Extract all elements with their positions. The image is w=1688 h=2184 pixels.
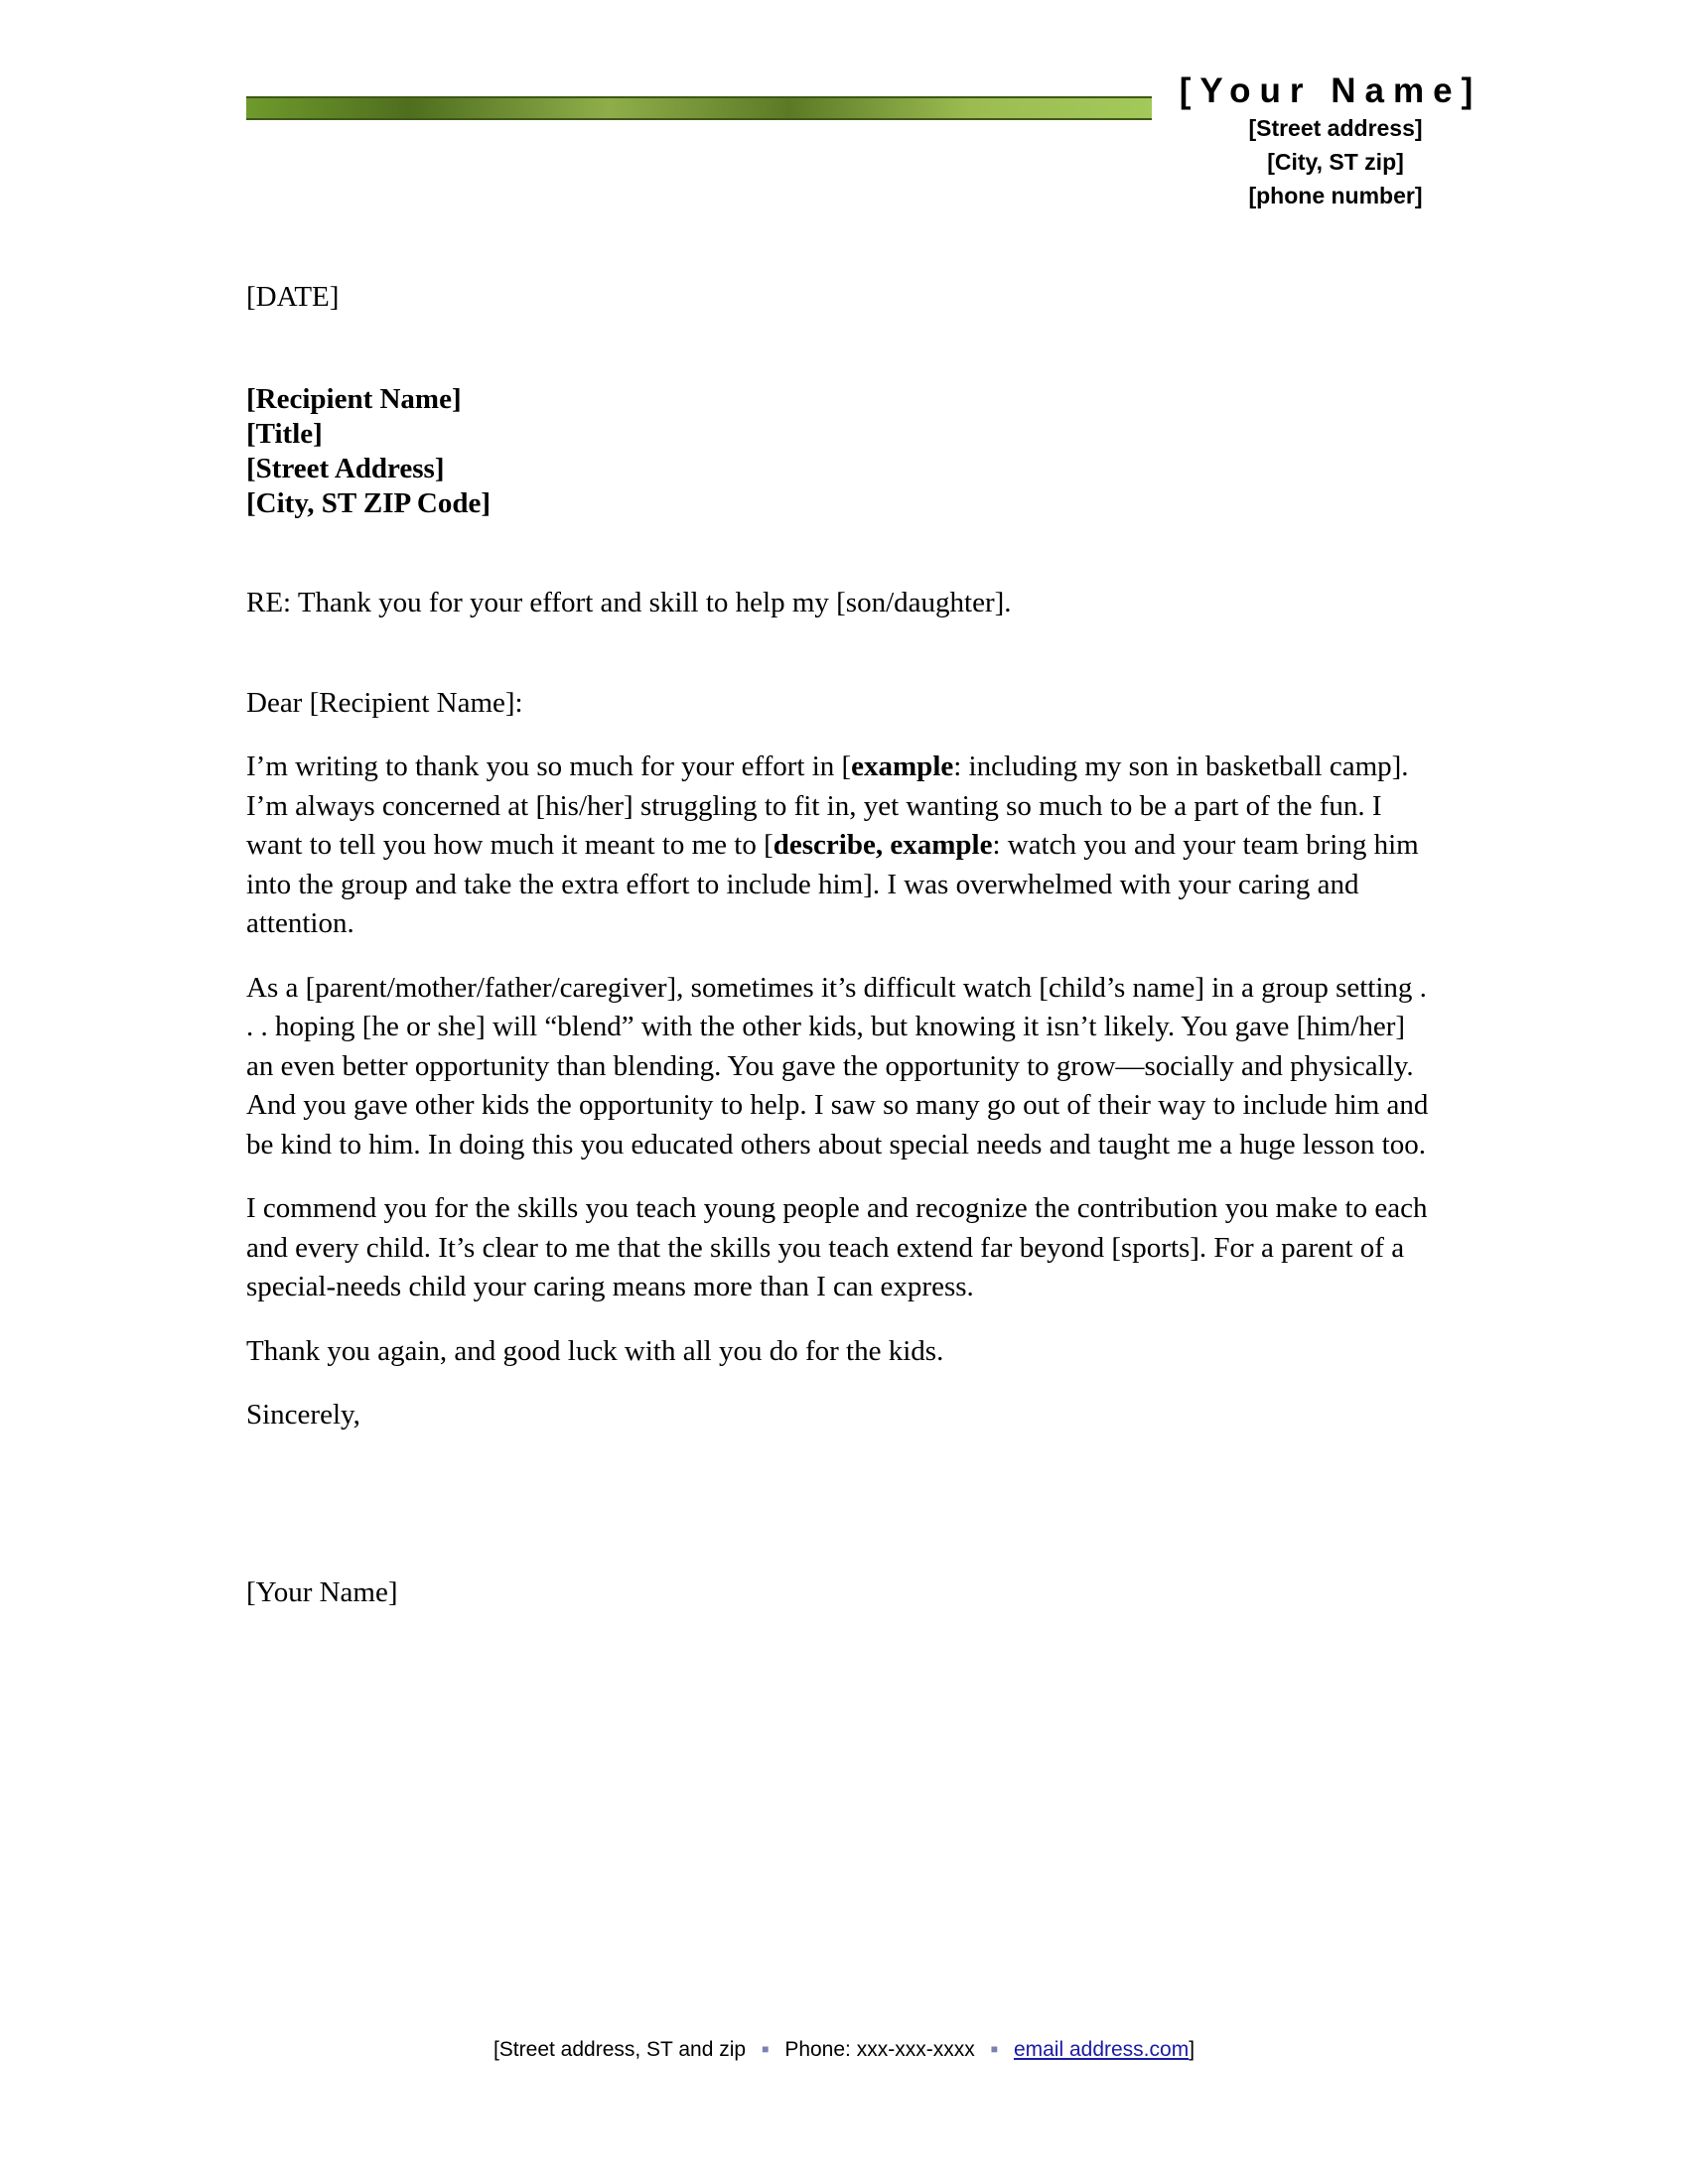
closing-line: Thank you again, and good luck with all you do for the kids. (246, 1334, 944, 1367)
sender-name: [Your Name] (1179, 71, 1482, 110)
paragraph-1-text-1: I’m writing to thank you so much for your effort in [ (246, 751, 852, 782)
footer (0, 2038, 1688, 2062)
recipient-block (246, 382, 1438, 521)
footer-email-link[interactable]: email address.com (1013, 2038, 1190, 2061)
footer-address: [Street address, ST and zip (492, 2038, 747, 2061)
recipient-street: [Street Address] (246, 453, 445, 484)
sender-city: [City, ST zip] (1267, 149, 1404, 175)
footer-separator-2: ■ (990, 2042, 998, 2056)
footer-close-bracket: ] (1189, 2038, 1196, 2061)
sender-phone: [phone number] (1248, 183, 1423, 208)
header-green-bar (246, 96, 1152, 120)
paragraph-1-bold-2: describe, example (773, 829, 993, 861)
paragraph-2: As a [parent/mother/father/caregiver], sometimes it’s difficult watch [child’s name] in a group setting . . . hoping [he or she] will “blend” with the other kids, but knowing it isn’t likely. You gave [him/her] an even better opportunity than blending. You gave the opportunity to grow—socially and physically. And you gave other kids the opportunity to help. I saw so many go out of their way to include him and be kind to him. In doing this you educated others about special needs and taught me a huge lesson too. (246, 971, 1429, 1160)
paragraph-1-bold-1: example (851, 751, 954, 782)
sender-header (1179, 71, 1489, 212)
paragraph-3: I commend you for the skills you teach young people and recognize the contribution you make to each and every child. It’s clear to me that the skills you teach extend far beyond [sports]. For a parent of a special-needs child your caring means more than I can express. (246, 1192, 1428, 1302)
recipient-city: [City, ST ZIP Code] (246, 487, 492, 519)
recipient-name: [Recipient Name] (246, 383, 462, 415)
recipient-title: [Title] (246, 418, 323, 450)
letter-body (246, 278, 1438, 1612)
signature-name: [Your Name] (246, 1575, 398, 1608)
paragraph-1-text-3: : watch you and your team bring him into the group and take the extra effort to include him]. I was overwhelmed with your caring and attention. (246, 829, 1419, 939)
salutation: Dear [Recipient Name]: (246, 687, 523, 719)
letter-date: [DATE] (246, 281, 340, 313)
sender-street: [Street address] (1248, 115, 1423, 141)
re-line: RE: Thank you for your effort and skill to help my [son/daughter]. (246, 587, 1012, 618)
footer-phone: Phone: xxx-xxx-xxxx (784, 2038, 975, 2061)
paragraph-1 (246, 748, 1438, 944)
sign-off: Sincerely, (246, 1398, 360, 1431)
paragraph-1-text-2: : including my son in basketball camp]. I’m always concerned at [his/her] struggling to fit in, yet wanting so much to be a part of the fun. I want to tell you how much it meant to me to [ (246, 751, 1409, 861)
footer-separator-1: ■ (762, 2042, 770, 2056)
